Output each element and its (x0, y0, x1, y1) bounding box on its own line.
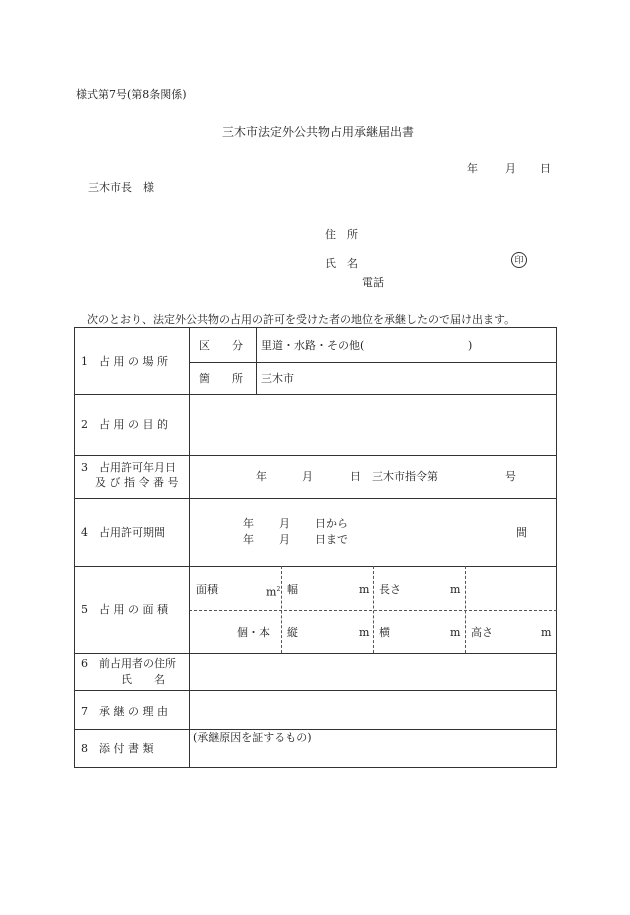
row8-note: (承継原因を証するもの) (193, 731, 312, 744)
period-from-year: 年 (243, 517, 254, 530)
document-title: 三木市法定外公共物占用承継届出書 (222, 125, 415, 139)
period-to-day: 日まで (315, 533, 348, 546)
addressee: 三木市長 様 (88, 181, 154, 194)
row-divider (75, 498, 557, 499)
permit-month: 月 (302, 470, 313, 483)
row3-label-line2: 及 び 指 令 番 号 (95, 476, 179, 489)
order-prefix: 三木市指令第 (372, 470, 438, 483)
length-label: 長さ (379, 583, 401, 596)
row1-divider (189, 362, 557, 363)
width-unit: m (359, 583, 370, 596)
row5-dashed-column (373, 566, 374, 653)
intro-text: 次のとおり、法定外公共物の占用の許可を受けた者の地位を承継したので届け出ます。 (87, 313, 516, 326)
kubun-value: 里道・水路・その他( (261, 339, 365, 352)
period-duration: 間 (516, 526, 527, 539)
vertical-unit: m (359, 626, 370, 639)
kubun-label: 区 分 (199, 339, 243, 352)
row-divider (75, 690, 557, 691)
phone-label: 電話 (362, 276, 384, 289)
form-number: 様式第7号(第8条関係) (76, 88, 187, 101)
area-unit: $m^2$ (266, 585, 281, 599)
row-divider (75, 394, 557, 395)
row-divider (75, 566, 557, 567)
row-divider (75, 729, 557, 730)
row-divider (75, 455, 557, 456)
row6-label-line2: 氏 名 (121, 673, 165, 686)
application-form-table (74, 327, 557, 768)
vertical-label: 縦 (287, 626, 298, 639)
row6-label-line1: 6 前占用者の住所 (81, 657, 176, 670)
row-divider (75, 653, 557, 654)
period-from-day: 日から (315, 517, 348, 530)
row1-label: 1 占 用 の 場 所 (81, 355, 168, 368)
kubun-close: ) (468, 339, 473, 352)
height-unit: m (541, 626, 552, 639)
horizontal-label: 横 (379, 626, 390, 639)
row3-label-line1: 3 占用許可年月日 (81, 461, 176, 474)
row2-label: 2 占 用 の 目 的 (81, 418, 168, 431)
length-unit: m (450, 583, 461, 596)
seal-mark: 印 (511, 252, 527, 268)
row8-label: 8 添 付 書 類 (81, 742, 154, 755)
address-label: 住 所 (325, 228, 358, 241)
row5-dashed-column (281, 566, 282, 653)
width-label: 幅 (287, 583, 298, 596)
row5-dashed-column (465, 566, 466, 653)
row4-label: 4 占用許可期間 (81, 526, 165, 539)
permit-year: 年 (256, 470, 267, 483)
row7-label: 7 承 継 の 理 由 (81, 705, 168, 718)
row1-subcolumn-divider (256, 328, 257, 394)
date-day-label: 日 (540, 162, 551, 175)
kasho-value: 三木市 (261, 372, 294, 385)
order-suffix: 号 (505, 470, 516, 483)
date-month-label: 月 (505, 162, 516, 175)
row5-label: 5 占 用 の 面 積 (81, 603, 168, 616)
permit-day: 日 (350, 470, 361, 483)
kasho-label: 箇 所 (199, 372, 243, 385)
date-year-label: 年 (467, 162, 478, 175)
label-column-divider (189, 328, 190, 768)
count-label: 個・本 (237, 626, 270, 639)
period-to-month: 月 (279, 533, 290, 546)
height-label: 高さ (471, 626, 493, 639)
name-label: 氏 名 (325, 257, 358, 270)
area-label: 面積 (196, 583, 218, 596)
horizontal-unit: m (450, 626, 461, 639)
period-to-year: 年 (243, 533, 254, 546)
period-from-month: 月 (279, 517, 290, 530)
